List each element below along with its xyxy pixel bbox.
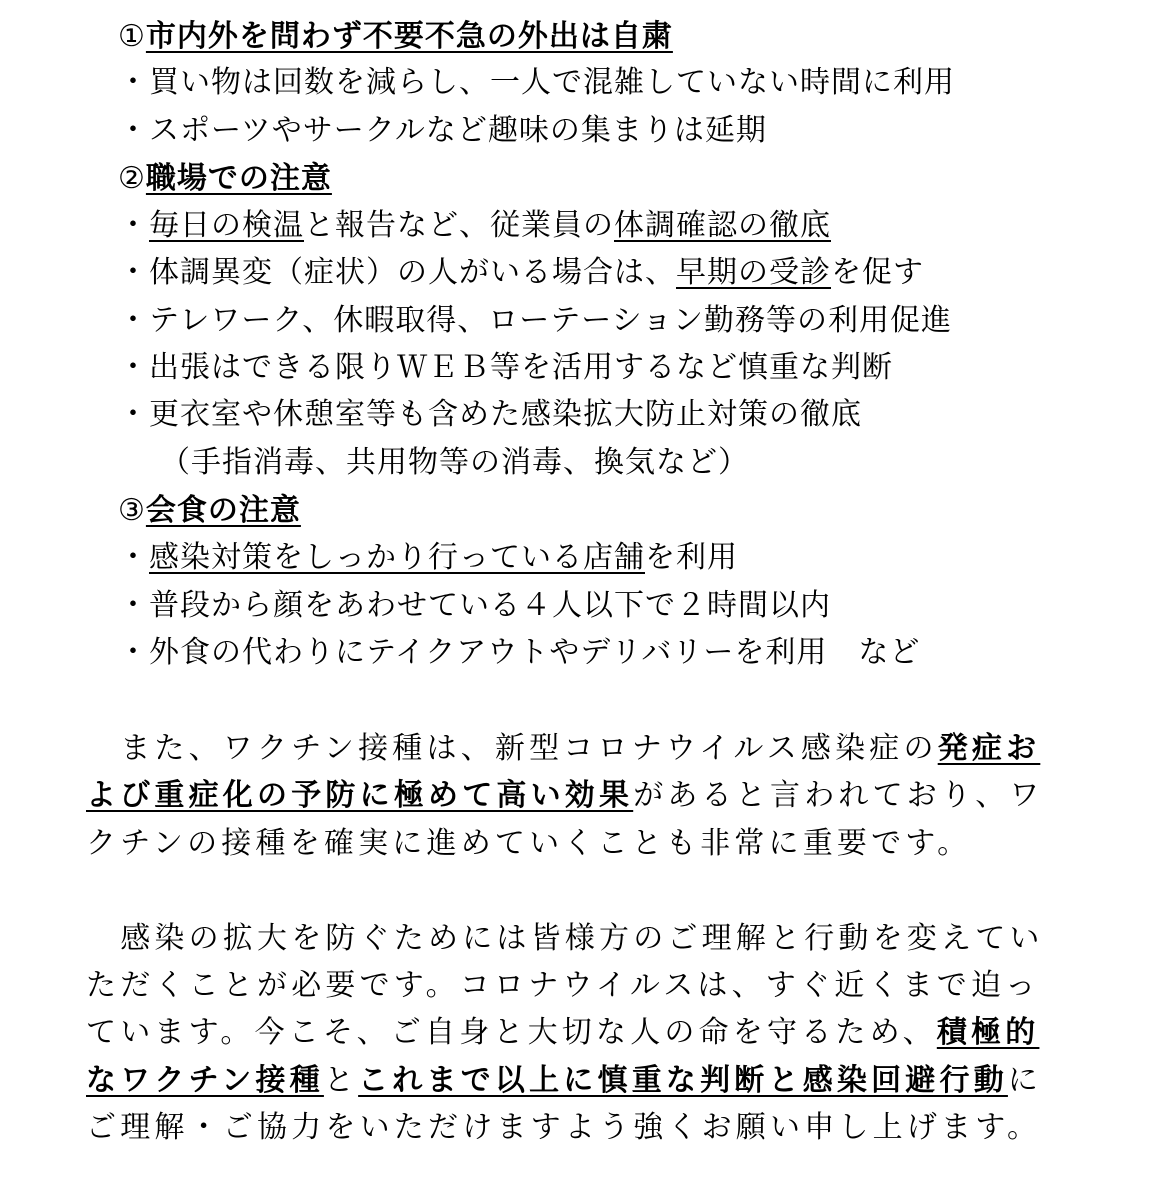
plain-text: ています。今こそ、ご自身と大切な人の命を守るため、: [86, 1015, 937, 1050]
section1-heading: [118, 14, 673, 60]
plain-text: ・体調異変（症状）の人がいる場合は、: [118, 255, 676, 290]
section3-number: ③: [118, 493, 146, 528]
section1-item-2: ・スポーツやサークルなど趣味の集まりは延期: [118, 113, 767, 148]
section1-item-1: ・買い物は回数を減らし、一人で混雑していない時間に利用: [118, 65, 955, 100]
bullet-prefix: ・: [118, 540, 149, 575]
plain-text: と報告など、従業員の: [304, 208, 614, 243]
underlined-phrase: 毎日の検温: [149, 208, 304, 243]
emphasis-phrase: 発症お: [937, 731, 1041, 766]
paragraph1-line-2: [86, 773, 1044, 819]
section3-item-2: ・普段から顔をあわせている４人以下で２時間以内: [118, 588, 831, 623]
bullet-prefix: ・: [118, 208, 149, 243]
paragraph2-line-3: [86, 1010, 1039, 1056]
section3-title: 会食の注意: [145, 493, 301, 528]
section2-item-2: [118, 250, 924, 296]
emphasis-phrase: よび重症化の予防に極めて高い効果: [86, 778, 634, 813]
paragraph2-line-1: 感染の拡大を防ぐためには皆様方のご理解と行動を変えてい: [86, 921, 1044, 956]
section3-item-1: [118, 535, 738, 581]
plain-text: を利用: [645, 540, 738, 575]
plain-text: を促す: [831, 255, 924, 290]
section1-title: 市内外を問わず不要不急の外出は自粛: [145, 19, 673, 54]
section2-item-3: ・テレワーク、休暇取得、ローテーション勤務等の利用促進: [118, 303, 952, 338]
paragraph2-line-4: [86, 1058, 1042, 1104]
paragraph2-line-5: ご理解・ご協力をいただけますよう強くお願い申し上げます。: [86, 1110, 1042, 1145]
paragraph1-line-1: [86, 726, 1040, 772]
emphasis-phrase: これまで以上に慎重な判断と感染回避行動: [358, 1063, 1008, 1098]
section2-item-5: ・更衣室や休憩室等も含めた感染拡大防止対策の徹底: [118, 397, 862, 432]
section3-item-3: ・外食の代わりにテイクアウトやデリバリーを利用 など: [118, 635, 921, 670]
section1-number: ①: [118, 19, 146, 54]
underlined-phrase: 早期の受診: [676, 255, 831, 290]
section2-heading: [118, 156, 332, 202]
section2-item-1: [118, 203, 831, 249]
emphasis-phrase: なワクチン接種: [86, 1063, 324, 1098]
section3-heading: [118, 488, 301, 534]
section2-item-5-note: （手指消毒、共用物等の消毒、換気など）: [160, 445, 749, 480]
plain-text: に: [1007, 1063, 1043, 1098]
emphasis-phrase: 積極的: [936, 1015, 1040, 1050]
plain-text: また、ワクチン接種は、新型コロナウイルス感染症の: [86, 731, 938, 766]
underlined-phrase: 感染対策をしっかり行っている店舗: [149, 540, 645, 575]
paragraph2-line-2: ただくことが必要です。コロナウイルスは、すぐ近くまで迫っ: [86, 968, 1040, 1003]
section2-item-4: ・出張はできる限りＷＥＢ等を活用するなど慎重な判断: [118, 350, 893, 385]
plain-text: があると言われており、ワ: [633, 778, 1044, 813]
paragraph1-line-3: クチンの接種を確実に進めていくことも非常に重要です。: [86, 826, 972, 861]
section2-number: ②: [118, 161, 146, 196]
section2-title: 職場での注意: [145, 161, 332, 196]
underlined-phrase: 体調確認の徹底: [614, 208, 831, 243]
plain-text: と: [323, 1063, 359, 1098]
